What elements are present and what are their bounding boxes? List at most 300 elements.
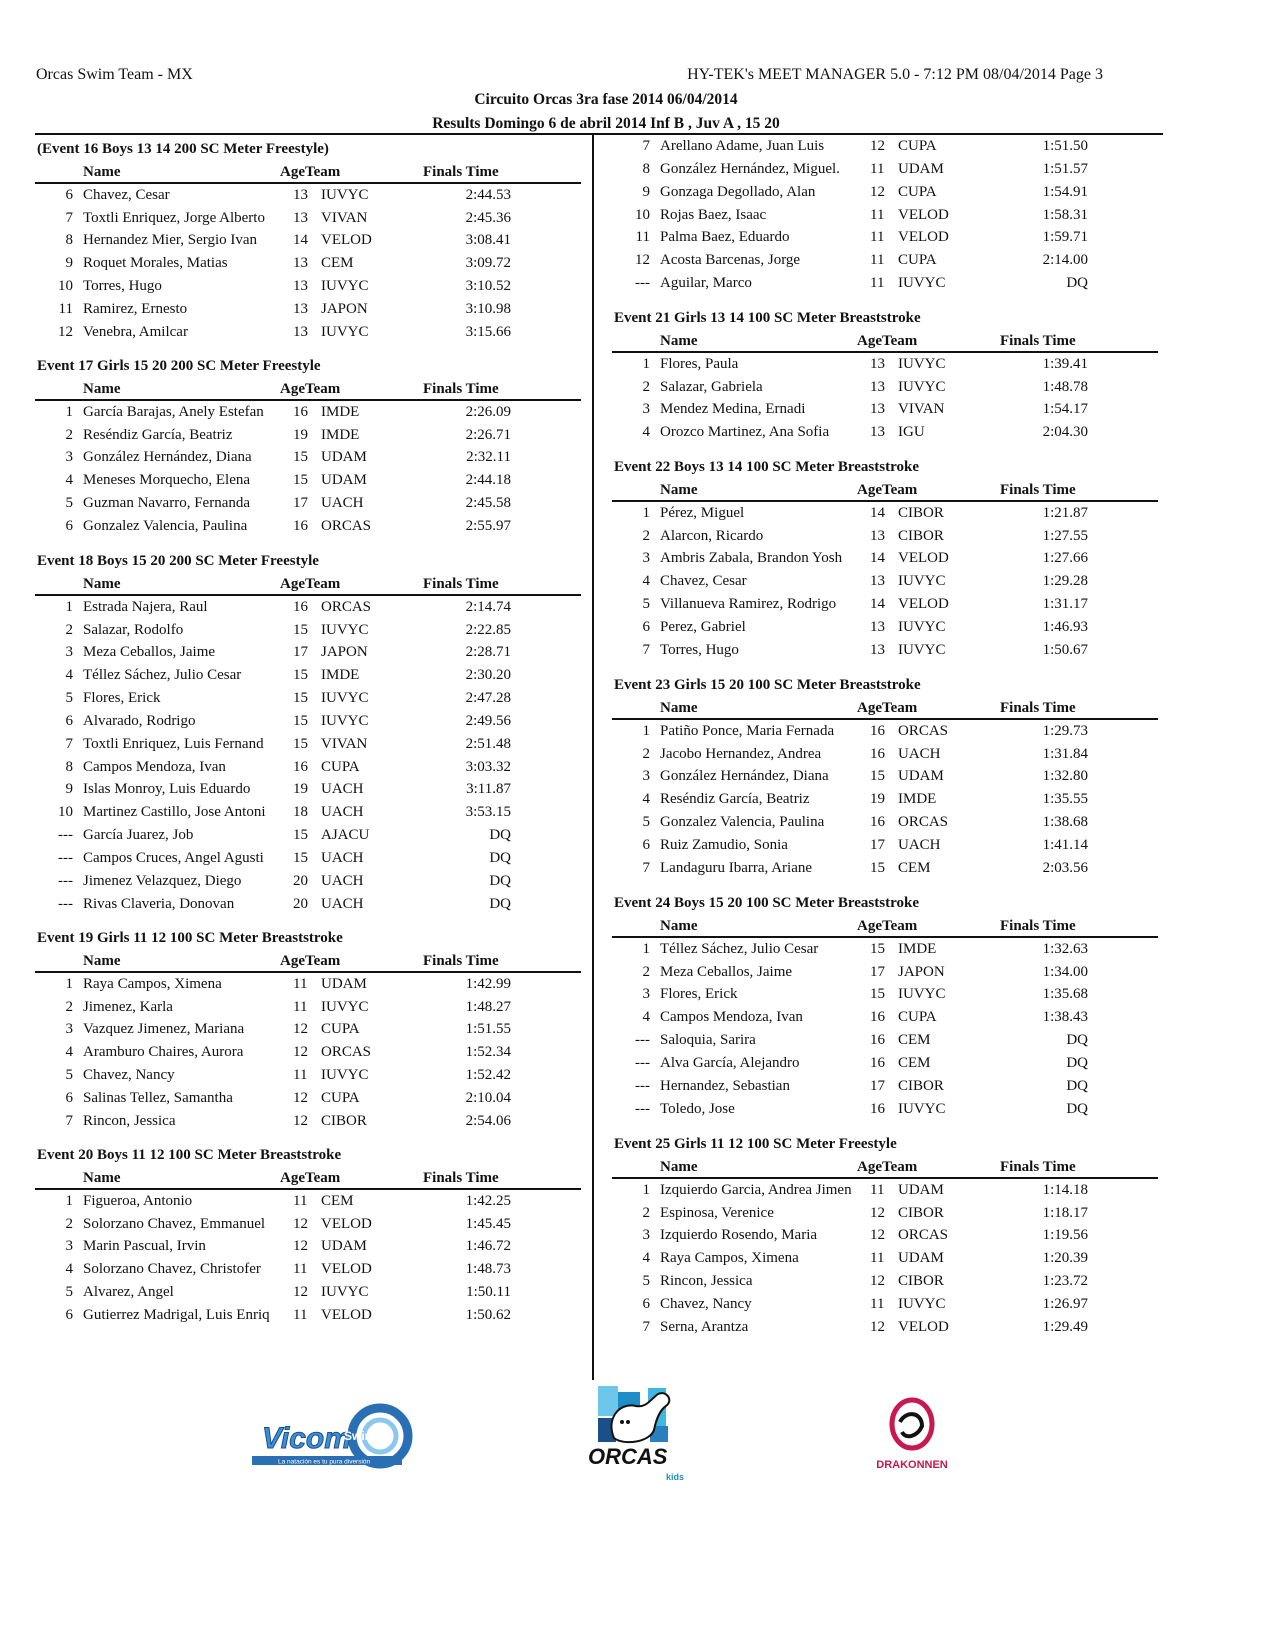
result-row — [612, 272, 1158, 295]
swimmer-name: Meza Ceballos, Jaime — [83, 644, 216, 661]
place: 9 — [65, 255, 73, 272]
place: 8 — [65, 232, 73, 249]
result-row — [612, 226, 1158, 249]
finals-time: 1:38.43 — [1042, 1009, 1088, 1026]
place: 3 — [65, 449, 73, 466]
col-name: Name — [660, 332, 698, 349]
swimmer-name: Ruiz Zamudio, Sonia — [660, 836, 788, 853]
finals-time: 2:54.06 — [465, 1112, 511, 1129]
age: 16 — [293, 758, 308, 775]
team: VELOD — [898, 229, 949, 246]
swimmer-name: Campos Mendoza, Ivan — [83, 758, 226, 775]
finals-time: 1:52.42 — [465, 1067, 511, 1084]
swimmer-name: Salinas Tellez, Samantha — [83, 1089, 233, 1106]
swimmer-name: Toledo, Jose — [660, 1100, 735, 1117]
place: 5 — [65, 690, 73, 707]
swimmer-name: Palma Baez, Eduardo — [660, 229, 790, 246]
result-row — [612, 1224, 1158, 1247]
finals-time: 3:53.15 — [465, 804, 511, 821]
swimmer-name: Aguilar, Marco — [660, 275, 752, 292]
age: 12 — [870, 1273, 885, 1290]
place: 2 — [642, 745, 650, 762]
swimmer-name: Marin Pascual, Irvin — [83, 1238, 206, 1255]
age: 11 — [870, 1181, 885, 1198]
place: 6 — [65, 517, 73, 534]
age: 12 — [293, 1238, 308, 1255]
col-finals-time: Finals Time — [423, 163, 499, 180]
finals-time: 1:54.91 — [1042, 183, 1088, 200]
age: 19 — [293, 426, 308, 443]
col-name: Name — [660, 699, 698, 716]
svg-text:La natación es tu pura diversi: La natación es tu pura diversión — [278, 1458, 371, 1466]
finals-time: 3:15.66 — [465, 323, 511, 340]
col-name: Name — [660, 1158, 698, 1175]
place: 5 — [65, 1284, 73, 1301]
col-name: Name — [660, 917, 698, 934]
col-ageteam: AgeTeam — [280, 1169, 341, 1186]
team: VELOD — [898, 1318, 949, 1335]
result-row — [35, 893, 581, 916]
swimmer-name: Villanueva Ramirez, Rodrigo — [660, 596, 837, 613]
team: VELOD — [321, 1261, 372, 1278]
result-row — [612, 204, 1158, 227]
age: 15 — [293, 449, 308, 466]
swimmer-name: Solorzano Chavez, Christofer — [83, 1261, 261, 1278]
finals-time: 1:42.25 — [465, 1192, 511, 1209]
place: 4 — [642, 1250, 650, 1267]
col-ageteam: AgeTeam — [857, 699, 918, 716]
age: 15 — [293, 690, 308, 707]
finals-time: 2:44.53 — [465, 186, 511, 203]
place: 1 — [65, 1192, 73, 1209]
team: CEM — [898, 1032, 931, 1049]
swimmer-name: Mendez Medina, Ernadi — [660, 401, 806, 418]
col-finals-time: Finals Time — [423, 952, 499, 969]
swimmer-name: Rivas Claveria, Donovan — [83, 895, 235, 912]
result-row — [35, 252, 581, 275]
age: 11 — [870, 229, 885, 246]
age: 16 — [870, 1032, 885, 1049]
age: 20 — [293, 895, 308, 912]
place: 7 — [642, 1318, 650, 1335]
place: 6 — [642, 618, 650, 635]
age: 11 — [870, 160, 885, 177]
place: 10 — [58, 804, 73, 821]
swimmer-name: Perez, Gabriel — [660, 618, 746, 635]
svg-text:Swim: Swim — [344, 1429, 376, 1443]
team: ORCAS — [321, 1044, 372, 1061]
age: 13 — [870, 401, 885, 418]
swimmer-name: Téllez Sáchez, Julio Cesar — [83, 667, 242, 684]
place: --- — [58, 895, 73, 912]
finals-time: 1:21.87 — [1042, 504, 1088, 521]
swimmer-name: González Hernández, Miguel. — [660, 160, 840, 177]
age: 15 — [293, 667, 308, 684]
place: 12 — [635, 252, 650, 269]
age: 15 — [293, 712, 308, 729]
place: --- — [58, 849, 73, 866]
team: ORCAS — [898, 1227, 949, 1244]
place: 4 — [65, 1261, 73, 1278]
team: IUVYC — [321, 712, 369, 729]
age: 12 — [870, 183, 885, 200]
event-section — [35, 550, 581, 916]
swimmer-name: Patiño Ponce, Maria Fernada — [660, 722, 835, 739]
col-finals-time: Finals Time — [1000, 699, 1076, 716]
place: 10 — [58, 278, 73, 295]
swimmer-name: Rojas Baez, Isaac — [660, 206, 767, 223]
col-ageteam: AgeTeam — [280, 380, 341, 397]
place: 1 — [642, 940, 650, 957]
team: IUVYC — [321, 1067, 369, 1084]
col-ageteam: AgeTeam — [280, 575, 341, 592]
event-title: Event 22 Boys 13 14 100 SC Meter Breaststroke — [614, 459, 919, 475]
place: 2 — [642, 963, 650, 980]
place: 11 — [58, 300, 73, 317]
team: CUPA — [898, 1009, 937, 1026]
age: 15 — [293, 621, 308, 638]
age: 17 — [293, 495, 308, 512]
finals-time: 1:46.72 — [465, 1238, 511, 1255]
finals-time: 2:26.09 — [465, 403, 511, 420]
place: 6 — [65, 712, 73, 729]
result-row — [612, 938, 1158, 961]
event-title-line — [35, 927, 581, 950]
swimmer-name: Meza Ceballos, Jaime — [660, 963, 793, 980]
svg-text:DRAKONNEN: DRAKONNEN — [876, 1459, 948, 1471]
result-row — [35, 492, 581, 515]
result-row — [612, 811, 1158, 834]
swimmer-name: Gonzalez Valencia, Paulina — [83, 517, 248, 534]
age: 13 — [870, 618, 885, 635]
swimmer-name: Ambris Zabala, Brandon Yosh — [660, 550, 843, 567]
event-title: Event 19 Girls 11 12 100 SC Meter Breaststroke — [37, 930, 343, 946]
finals-time: DQ — [489, 827, 511, 844]
age: 16 — [293, 403, 308, 420]
team: ORCAS — [321, 598, 372, 615]
swimmer-name: Vazquez Jimenez, Mariana — [83, 1021, 245, 1038]
team: UACH — [321, 872, 364, 889]
meet-title: Circuito Orcas 3ra fase 2014 06/04/2014 — [474, 91, 738, 108]
finals-time: 1:29.28 — [1042, 573, 1088, 590]
event-title-line — [35, 355, 581, 378]
team: IUVYC — [321, 1284, 369, 1301]
result-row — [612, 421, 1158, 444]
result-row — [612, 720, 1158, 743]
age: 11 — [293, 1067, 308, 1084]
place: 3 — [642, 986, 650, 1003]
place: --- — [635, 1054, 650, 1071]
result-row — [35, 847, 581, 870]
team: CEM — [321, 255, 354, 272]
age: 15 — [870, 859, 885, 876]
swimmer-name: Landaguru Ibarra, Ariane — [660, 859, 813, 876]
swimmer-name: Pérez, Miguel — [660, 504, 745, 521]
swimmer-name: Toxtli Enriquez, Jorge Alberto — [83, 209, 265, 226]
age: 14 — [870, 504, 885, 521]
swimmer-name: Meneses Morquecho, Elena — [83, 472, 251, 489]
finals-time: 1:31.84 — [1042, 745, 1088, 762]
age: 15 — [870, 768, 885, 785]
col-name: Name — [83, 1169, 121, 1186]
place: 2 — [65, 1215, 73, 1232]
place: 4 — [65, 667, 73, 684]
finals-time: 1:50.67 — [1042, 641, 1088, 658]
place: 1 — [642, 355, 650, 372]
result-row — [35, 1281, 581, 1304]
event-section — [612, 674, 1158, 880]
team: UACH — [898, 836, 941, 853]
place: 5 — [65, 1067, 73, 1084]
swimmer-name: Alvarez, Angel — [83, 1284, 174, 1301]
place: 3 — [642, 768, 650, 785]
finals-time: DQ — [489, 872, 511, 889]
swimmer-name: Reséndiz García, Beatriz — [83, 426, 233, 443]
result-row — [35, 778, 581, 801]
swimmer-name: Flores, Erick — [83, 690, 161, 707]
age: 15 — [870, 940, 885, 957]
place: 7 — [642, 641, 650, 658]
place: 6 — [642, 1295, 650, 1312]
place: 7 — [65, 1112, 73, 1129]
age: 13 — [870, 378, 885, 395]
team: IUVYC — [898, 641, 946, 658]
result-row — [35, 687, 581, 710]
swimmer-name: Raya Campos, Ximena — [83, 975, 222, 992]
result-row — [35, 710, 581, 733]
finals-time: 2:44.18 — [465, 472, 511, 489]
finals-time: 1:32.80 — [1042, 768, 1088, 785]
finals-time: 3:03.32 — [465, 758, 511, 775]
event-section — [612, 456, 1158, 662]
result-row — [612, 1247, 1158, 1270]
swimmer-name: Ramirez, Ernesto — [83, 300, 188, 317]
finals-time: 1:29.49 — [1042, 1318, 1088, 1335]
result-row — [35, 824, 581, 847]
swimmer-name: Solorzano Chavez, Emmanuel — [83, 1215, 266, 1232]
swimmer-name: Hernandez Mier, Sergio Ivan — [83, 232, 258, 249]
age: 12 — [870, 1318, 885, 1335]
result-row — [35, 756, 581, 779]
finals-time: 1:58.31 — [1042, 206, 1088, 223]
col-name: Name — [83, 575, 121, 592]
team: IMDE — [321, 426, 360, 443]
col-finals-time: Finals Time — [423, 1169, 499, 1186]
event-title: (Event 16 Boys 13 14 200 SC Meter Freestyle) — [37, 141, 329, 157]
result-row — [612, 502, 1158, 525]
place: --- — [58, 827, 73, 844]
swimmer-name: Izquierdo Garcia, Andrea Jimen — [660, 1181, 852, 1198]
place: 2 — [65, 426, 73, 443]
result-row — [35, 229, 581, 252]
swimmer-name: Izquierdo Rosendo, Maria — [660, 1227, 818, 1244]
result-row — [35, 469, 581, 492]
column-header-row — [35, 573, 581, 596]
result-row — [612, 1075, 1158, 1098]
team: JAPON — [321, 300, 368, 317]
finals-time: DQ — [1066, 1054, 1088, 1071]
finals-time: 2:51.48 — [465, 735, 511, 752]
result-row — [35, 1235, 581, 1258]
age: 12 — [870, 1227, 885, 1244]
age: 12 — [293, 1021, 308, 1038]
event-title-line — [612, 456, 1158, 479]
age: 12 — [293, 1284, 308, 1301]
result-row — [35, 275, 581, 298]
team-header: Orcas Swim Team - MX — [36, 66, 193, 83]
swimmer-name: Flores, Erick — [660, 986, 738, 1003]
result-row — [612, 834, 1158, 857]
age: 11 — [293, 975, 308, 992]
finals-time: 1:46.93 — [1042, 618, 1088, 635]
finals-time: 1:50.11 — [466, 1284, 511, 1301]
age: 15 — [870, 986, 885, 1003]
team: UDAM — [898, 768, 944, 785]
finals-time: 2:55.97 — [465, 517, 511, 534]
result-row — [612, 983, 1158, 1006]
place: 8 — [642, 160, 650, 177]
team: VELOD — [898, 596, 949, 613]
team: UACH — [321, 895, 364, 912]
swimmer-name: Guzman Navarro, Fernanda — [83, 495, 251, 512]
finals-time: 1:38.68 — [1042, 814, 1088, 831]
finals-time: 1:32.63 — [1042, 940, 1088, 957]
team: IUVYC — [321, 690, 369, 707]
age: 13 — [870, 355, 885, 372]
finals-time: 1:51.50 — [1042, 138, 1088, 154]
age: 14 — [870, 596, 885, 613]
place: --- — [635, 1032, 650, 1049]
swimmer-name: Alva García, Alejandro — [660, 1054, 800, 1071]
column-header-row — [35, 378, 581, 401]
result-row — [35, 446, 581, 469]
team: CIBOR — [898, 1273, 944, 1290]
result-row — [612, 1293, 1158, 1316]
age: 11 — [870, 275, 885, 292]
col-finals-time: Finals Time — [1000, 481, 1076, 498]
age: 11 — [293, 1306, 308, 1323]
finals-time: 1:35.55 — [1042, 791, 1088, 808]
swimmer-name: Islas Monroy, Luis Eduardo — [83, 781, 251, 798]
age: 17 — [870, 1077, 885, 1094]
age: 13 — [293, 209, 308, 226]
team: UDAM — [321, 472, 367, 489]
result-row — [35, 1213, 581, 1236]
swimmer-name: Chavez, Cesar — [660, 573, 747, 590]
team: JAPON — [898, 963, 945, 980]
swimmer-name: Orozco Martinez, Ana Sofia — [660, 424, 830, 441]
result-row — [35, 1087, 581, 1110]
age: 11 — [293, 1261, 308, 1278]
place: 11 — [635, 229, 650, 246]
team: ORCAS — [898, 814, 949, 831]
age: 12 — [293, 1044, 308, 1061]
finals-time: DQ — [489, 849, 511, 866]
team: CIBOR — [898, 1077, 944, 1094]
result-row — [612, 570, 1158, 593]
swimmer-name: Rincon, Jessica — [660, 1273, 753, 1290]
team: VIVAN — [898, 401, 945, 418]
finals-time: 2:32.11 — [466, 449, 511, 466]
swimmer-name: Rincon, Jessica — [83, 1112, 176, 1129]
finals-time: 1:45.45 — [465, 1215, 511, 1232]
place: 6 — [65, 186, 73, 203]
swimmer-name: Figueroa, Antonio — [83, 1192, 193, 1209]
place: 5 — [642, 1273, 650, 1290]
finals-time: 1:20.39 — [1042, 1250, 1088, 1267]
team: UDAM — [321, 1238, 367, 1255]
result-row — [35, 641, 581, 664]
finals-time: 1:26.97 — [1042, 1295, 1088, 1312]
finals-time: 1:48.78 — [1042, 378, 1088, 395]
team: IUVYC — [321, 621, 369, 638]
finals-time: 1:54.17 — [1042, 401, 1088, 418]
place: 7 — [65, 735, 73, 752]
team: UACH — [898, 745, 941, 762]
result-row — [612, 1179, 1158, 1202]
result-row — [612, 135, 1158, 158]
age: 13 — [870, 527, 885, 544]
place: --- — [635, 1077, 650, 1094]
swimmer-name: Chavez, Cesar — [83, 186, 170, 203]
event-title: Event 23 Girls 15 20 100 SC Meter Breaststroke — [614, 677, 921, 693]
age: 13 — [870, 573, 885, 590]
swimmer-name: Campos Mendoza, Ivan — [660, 1009, 803, 1026]
age: 15 — [293, 849, 308, 866]
team: IUVYC — [898, 275, 946, 292]
swimmer-name: González Hernández, Diana — [83, 449, 252, 466]
column-header-row — [35, 161, 581, 184]
swimmer-name: Jimenez, Karla — [83, 998, 173, 1015]
event-title: Event 17 Girls 15 20 200 SC Meter Freestyle — [37, 358, 321, 374]
team: CIBOR — [898, 504, 944, 521]
event-title-line — [612, 674, 1158, 697]
age: 12 — [293, 1112, 308, 1129]
age: 12 — [870, 1204, 885, 1221]
event-title: Event 24 Boys 15 20 100 SC Meter Breaststroke — [614, 895, 919, 911]
result-row — [35, 1190, 581, 1213]
place: 1 — [642, 504, 650, 521]
swimmer-name: Jimenez Velazquez, Diego — [83, 872, 242, 889]
event-section — [612, 892, 1158, 1120]
result-row — [35, 1304, 581, 1327]
column-header-row — [612, 479, 1158, 502]
place: 3 — [642, 1227, 650, 1244]
finals-time: 1:51.55 — [465, 1021, 511, 1038]
age: 12 — [293, 1089, 308, 1106]
event-section — [612, 135, 1158, 295]
finals-time: 2:14.74 — [465, 598, 511, 615]
team: IMDE — [321, 667, 360, 684]
finals-time: 1:29.73 — [1042, 722, 1088, 739]
finals-time: 3:10.98 — [465, 300, 511, 317]
finals-time: 1:41.14 — [1042, 836, 1088, 853]
swimmer-name: Flores, Paula — [660, 355, 739, 372]
event-title: Event 20 Boys 11 12 100 SC Meter Breaststroke — [37, 1147, 342, 1163]
place: --- — [635, 1100, 650, 1117]
age: 11 — [293, 998, 308, 1015]
team: CIBOR — [321, 1112, 367, 1129]
team: AJACU — [321, 827, 370, 844]
software-header: HY-TEK's MEET MANAGER 5.0 - 7:12 PM 08/04/2014 Page 3 — [687, 66, 1103, 83]
finals-time: 1:59.71 — [1042, 229, 1088, 246]
column-header-row — [612, 1156, 1158, 1179]
team: IMDE — [898, 940, 937, 957]
place: --- — [635, 275, 650, 292]
age: 16 — [870, 722, 885, 739]
swimmer-name: Gonzaga Degollado, Alan — [660, 183, 816, 200]
place: 2 — [65, 621, 73, 638]
